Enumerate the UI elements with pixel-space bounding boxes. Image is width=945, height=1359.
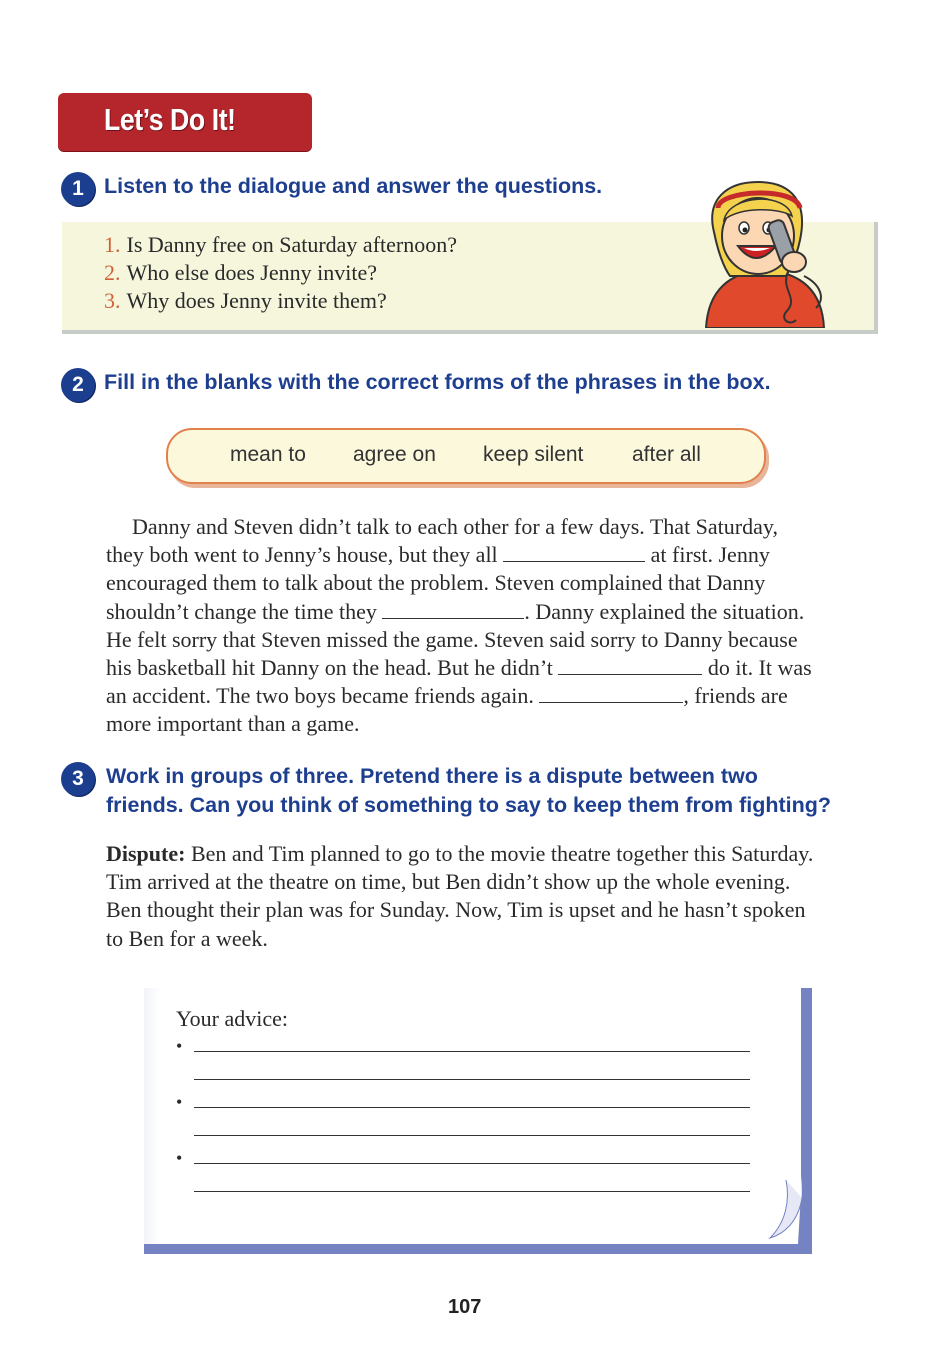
answer-blank-1[interactable]: [503, 543, 645, 562]
section-2-number-badge: 2: [61, 368, 95, 402]
question-item: 2. Who else does Jenny invite?: [104, 260, 377, 285]
paragraph-line: encouraged them to talk about the problem. Steven complained that Danny: [106, 570, 766, 596]
paragraph-line: He felt sorry that Steven missed the game. Steven said sorry to Danny because: [106, 626, 798, 652]
advice-line-6[interactable]: [194, 1191, 750, 1192]
section-3-heading: Work in groups of three. Pretend there is a dispute between two friends. Can you think of something to say to keep them from fighting?: [106, 764, 832, 817]
phrase-option: after all: [632, 443, 701, 466]
paragraph-line: they both went to Jenny’s house, but they all at first. Jenny: [106, 542, 770, 568]
paragraph-line: an accident. The two boys became friends again. , friends are: [106, 683, 788, 709]
page-curl-icon: [740, 1176, 812, 1254]
dispute-label: Dispute:: [106, 841, 186, 866]
bullet: •: [176, 1092, 183, 1112]
advice-line-1[interactable]: [194, 1051, 750, 1052]
page-number: 107: [448, 1296, 482, 1318]
answer-blank-3[interactable]: [558, 656, 702, 675]
advice-line-2[interactable]: [194, 1079, 750, 1080]
paragraph-line: Danny and Steven didn’t talk to each other for a few days. That Saturday,: [132, 514, 778, 539]
advice-line-3[interactable]: [194, 1107, 750, 1108]
bullet: •: [176, 1148, 183, 1168]
section-3-number-badge: 3: [61, 762, 95, 796]
dispute-paragraph: Dispute: Ben and Tim planned to go to the movie theatre together this Saturday. Tim arrived at the theatre on time, but Ben didn’t show up the whole evening. Ben thought their plan was for Sunday. Now, Tim is upset and he hasn’t spoken to Ben for a week.: [106, 841, 814, 951]
phrase-option: mean to: [230, 443, 306, 466]
fill-blank-paragraph: [106, 513, 812, 739]
section-1-number-badge: 1: [61, 172, 95, 206]
answer-blank-4[interactable]: [539, 684, 683, 703]
paragraph-line: shouldn’t change the time they . Danny explained the situation.: [106, 598, 805, 624]
banner-title: Let’s Do It!: [104, 102, 236, 137]
question-item: 3. Why does Jenny invite them?: [104, 288, 387, 313]
paragraph-line: more important than a game.: [106, 711, 360, 737]
answer-blank-2[interactable]: [382, 600, 524, 619]
advice-label: Your advice:: [176, 1006, 289, 1031]
girl-on-phone-illustration: [700, 180, 832, 328]
section-2-heading: Fill in the blanks with the correct forms of the phrases in the box.: [104, 370, 771, 394]
advice-line-4[interactable]: [194, 1135, 750, 1136]
paragraph-line: his basketball hit Danny on the head. But he didn’t do it. It was: [106, 655, 812, 681]
phrase-option: agree on: [353, 443, 436, 466]
section-1-heading: Listen to the dialogue and answer the questions.: [104, 174, 603, 198]
question-item: 1. Is Danny free on Saturday afternoon?: [104, 232, 457, 257]
phrase-option: keep silent: [483, 443, 584, 466]
section-banner: [58, 93, 312, 151]
advice-line-5[interactable]: [194, 1163, 750, 1164]
bullet: •: [176, 1036, 183, 1056]
phrase-box: [166, 428, 766, 484]
